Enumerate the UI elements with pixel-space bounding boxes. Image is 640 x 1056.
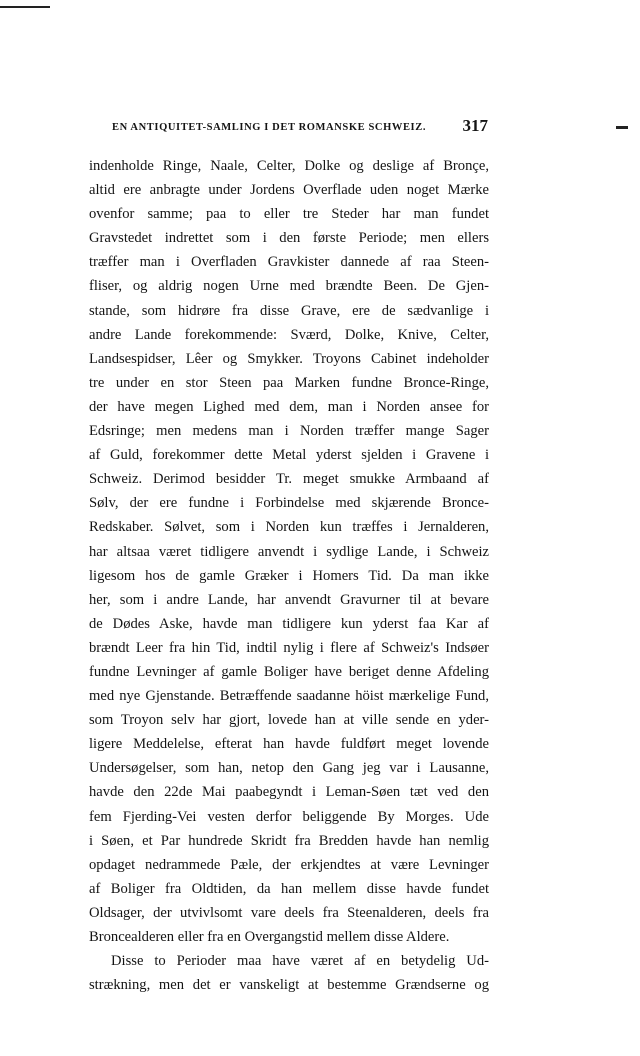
page-number: 317 (462, 116, 488, 135)
text-line: brændt Leer fra hin Tid, indtil nylig i flere af Schweiz's Indsøer (89, 639, 489, 656)
text-line: træffer man i Overfladen Gravkister dannede af raa Steen- (89, 254, 489, 271)
text-line: Schweiz. Derimod besidder Tr. meget smukke Armbaand af (89, 471, 489, 488)
margin-mark (616, 126, 628, 129)
text-line: havde den 22de Mai paabegyndt i Leman-Søen tæt ved den (89, 784, 489, 801)
running-title: EN ANTIQUITET-SAMLING I DET ROMANSKE SCHWEIZ. (112, 122, 427, 133)
text-line: fundne Levninger af gamle Boliger have beriget denne Afdeling (89, 663, 489, 680)
text-line: af Boliger fra Oldtiden, da han mellem disse havde fundet (89, 880, 489, 897)
text-line: ovenfor samme; paa to eller tre Steder har man fundet (89, 206, 489, 223)
text-line: ligesom hos de gamle Græker i Homers Tid. Da man ikke (89, 567, 489, 584)
text-line: Sølv, der ere fundne i Forbindelse med skjærende Bronce- (89, 495, 489, 512)
text-line: de Dødes Aske, havde man tidligere kun yderst faa Kar af (89, 615, 489, 632)
text-line: med nye Gjenstande. Betræffende saadanne höist mærkelige Fund, (89, 688, 489, 705)
page-header (112, 116, 488, 138)
text-line: Landsespidser, Lêer og Smykker. Troyons Cabinet indeholder (89, 350, 489, 367)
text-line: her, som i andre Lande, har anvendt Gravurner til at bevare (89, 591, 489, 608)
paragraph (89, 949, 489, 997)
text-line: fem Fjerding-Vei vesten derfor beliggende By Morges. Ude (89, 808, 489, 825)
text-line: fliser, og aldrig nogen Urne med brændte Been. De Gjen- (89, 278, 489, 295)
text-line: har altsaa været tidligere anvendt i sydlige Lande, i Schweiz (89, 543, 489, 560)
text-line: som Troyon selv har gjort, lovede han at ville sende en yder- (89, 712, 489, 729)
text-line: Edsringe; men medens man i Norden træffer mange Sager (89, 423, 489, 440)
text-line: tre under en stor Steen paa Marken fundne Bronce-Ringe, (89, 374, 489, 391)
text-line: indenholde Ringe, Naale, Celter, Dolke og deslige af Bronçe, (89, 158, 489, 174)
top-rule (0, 6, 50, 8)
text-line: altid ere anbragte under Jordens Overflade uden noget Mærke (89, 182, 489, 199)
text-line: strækning, men det er vanskeligt at bestemme Grændserne og (89, 977, 489, 994)
text-line: Redskaber. Sølvet, som i Norden kun træffes i Jernalderen, (89, 519, 489, 536)
text-line: stande, som hidrøre fra disse Grave, ere de sædvanlige i (89, 302, 489, 319)
text-line: opdaget nedrammede Pæle, der erkjendtes at være Levninger (89, 856, 489, 873)
text-line: Gravstedet indrettet som i den første Periode; men ellers (89, 230, 489, 247)
text-line: Undersøgelser, som han, netop den Gang jeg var i Lausanne, (89, 760, 489, 777)
paragraph (89, 154, 489, 949)
body-text (89, 154, 489, 997)
text-line: ligere Meddelelse, efterat han havde fuldført meget lovende (89, 736, 489, 753)
text-line: i Søen, et Par hundrede Skridt fra Bredden havde han nemlig (89, 832, 489, 849)
text-line: Oldsager, der utvivlsomt vare deels fra Steenalderen, deels fra (89, 904, 489, 921)
text-line: andre Lande forekommende: Sværd, Dolke, Knive, Celter, (89, 326, 489, 343)
text-line: Broncealderen eller fra en Overgangstid mellem disse Aldere. (89, 929, 450, 945)
text-line: der have megen Lighed med dem, man i Norden ansee for (89, 398, 489, 415)
text-line: Disse to Perioder maa have været af en betydelig Ud- (111, 953, 489, 970)
text-line: af Guld, forekommer dette Metal yderst sjelden i Gravene i (89, 447, 489, 464)
